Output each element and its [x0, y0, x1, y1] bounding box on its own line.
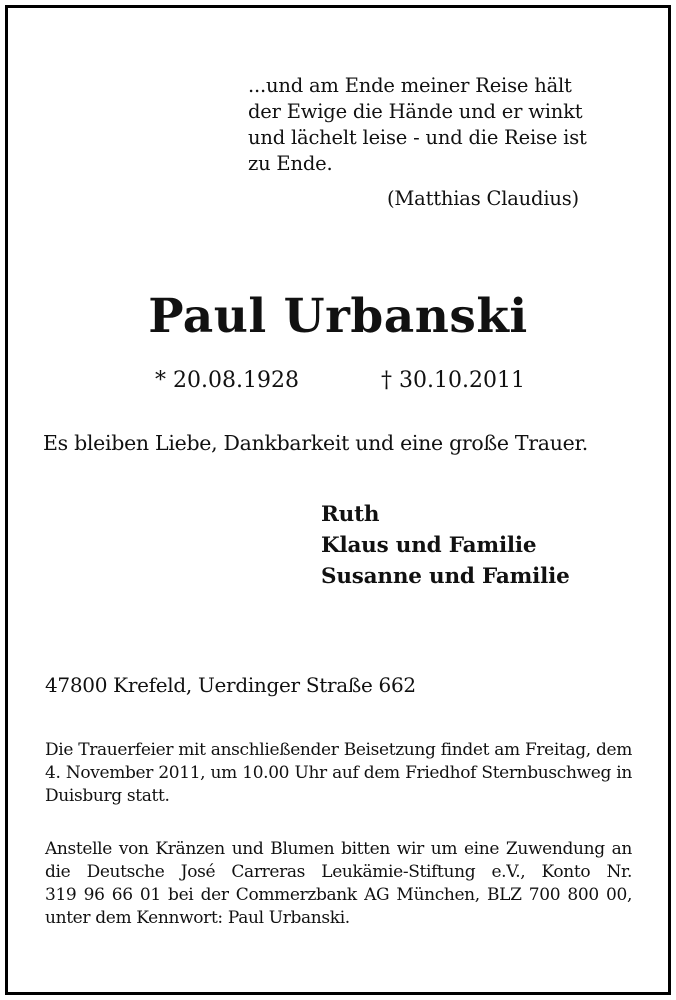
sentiment-line: Es bleiben Liebe, Dankbarkeit und eine große Trauer. [43, 431, 588, 455]
quote-author: (Matthias Claudius) [387, 187, 579, 210]
funeral-notice-line: Die Trauerfeier mit anschließender Beisetzung findet am Freitag, dem [45, 740, 632, 760]
quote-line: zu Ende. [248, 152, 333, 175]
mourner-name: Susanne und Familie [321, 564, 570, 589]
epigraph-quote [248, 73, 608, 177]
donation-notice-line: die Deutsche José Carreras Leukämie-Stiftung e.V., Konto Nr. [45, 862, 632, 882]
donation-notice-line: unter dem Kennwort: Paul Urbanski. [45, 908, 350, 928]
deceased-name: Paul Urbanski [148, 289, 528, 344]
quote-line: und lächelt leise - und die Reise ist [248, 126, 587, 149]
family-address: 47800 Krefeld, Uerdinger Straße 662 [45, 673, 416, 697]
donation-notice-line: Anstelle von Kränzen und Blumen bitten wir um eine Zuwendung an [45, 839, 632, 859]
death-date: † 30.10.2011 [381, 368, 525, 393]
quote-line: der Ewige die Hände und er winkt [248, 100, 583, 123]
donation-notice-line: 319 96 66 01 bei der Commerzbank AG München, BLZ 700 800 00, [45, 885, 632, 905]
funeral-notice [45, 739, 632, 808]
mourner-name: Ruth [321, 502, 380, 527]
funeral-notice-line: Duisburg statt. [45, 786, 170, 806]
mourner-name: Klaus und Familie [321, 533, 537, 558]
quote-line: ...und am Ende meiner Reise hält [248, 74, 572, 97]
birth-date: * 20.08.1928 [155, 368, 299, 393]
donation-notice [45, 838, 632, 930]
mourners-list [321, 499, 570, 592]
funeral-notice-line: 4. November 2011, um 10.00 Uhr auf dem Friedhof Sternbuschweg in [45, 763, 632, 783]
